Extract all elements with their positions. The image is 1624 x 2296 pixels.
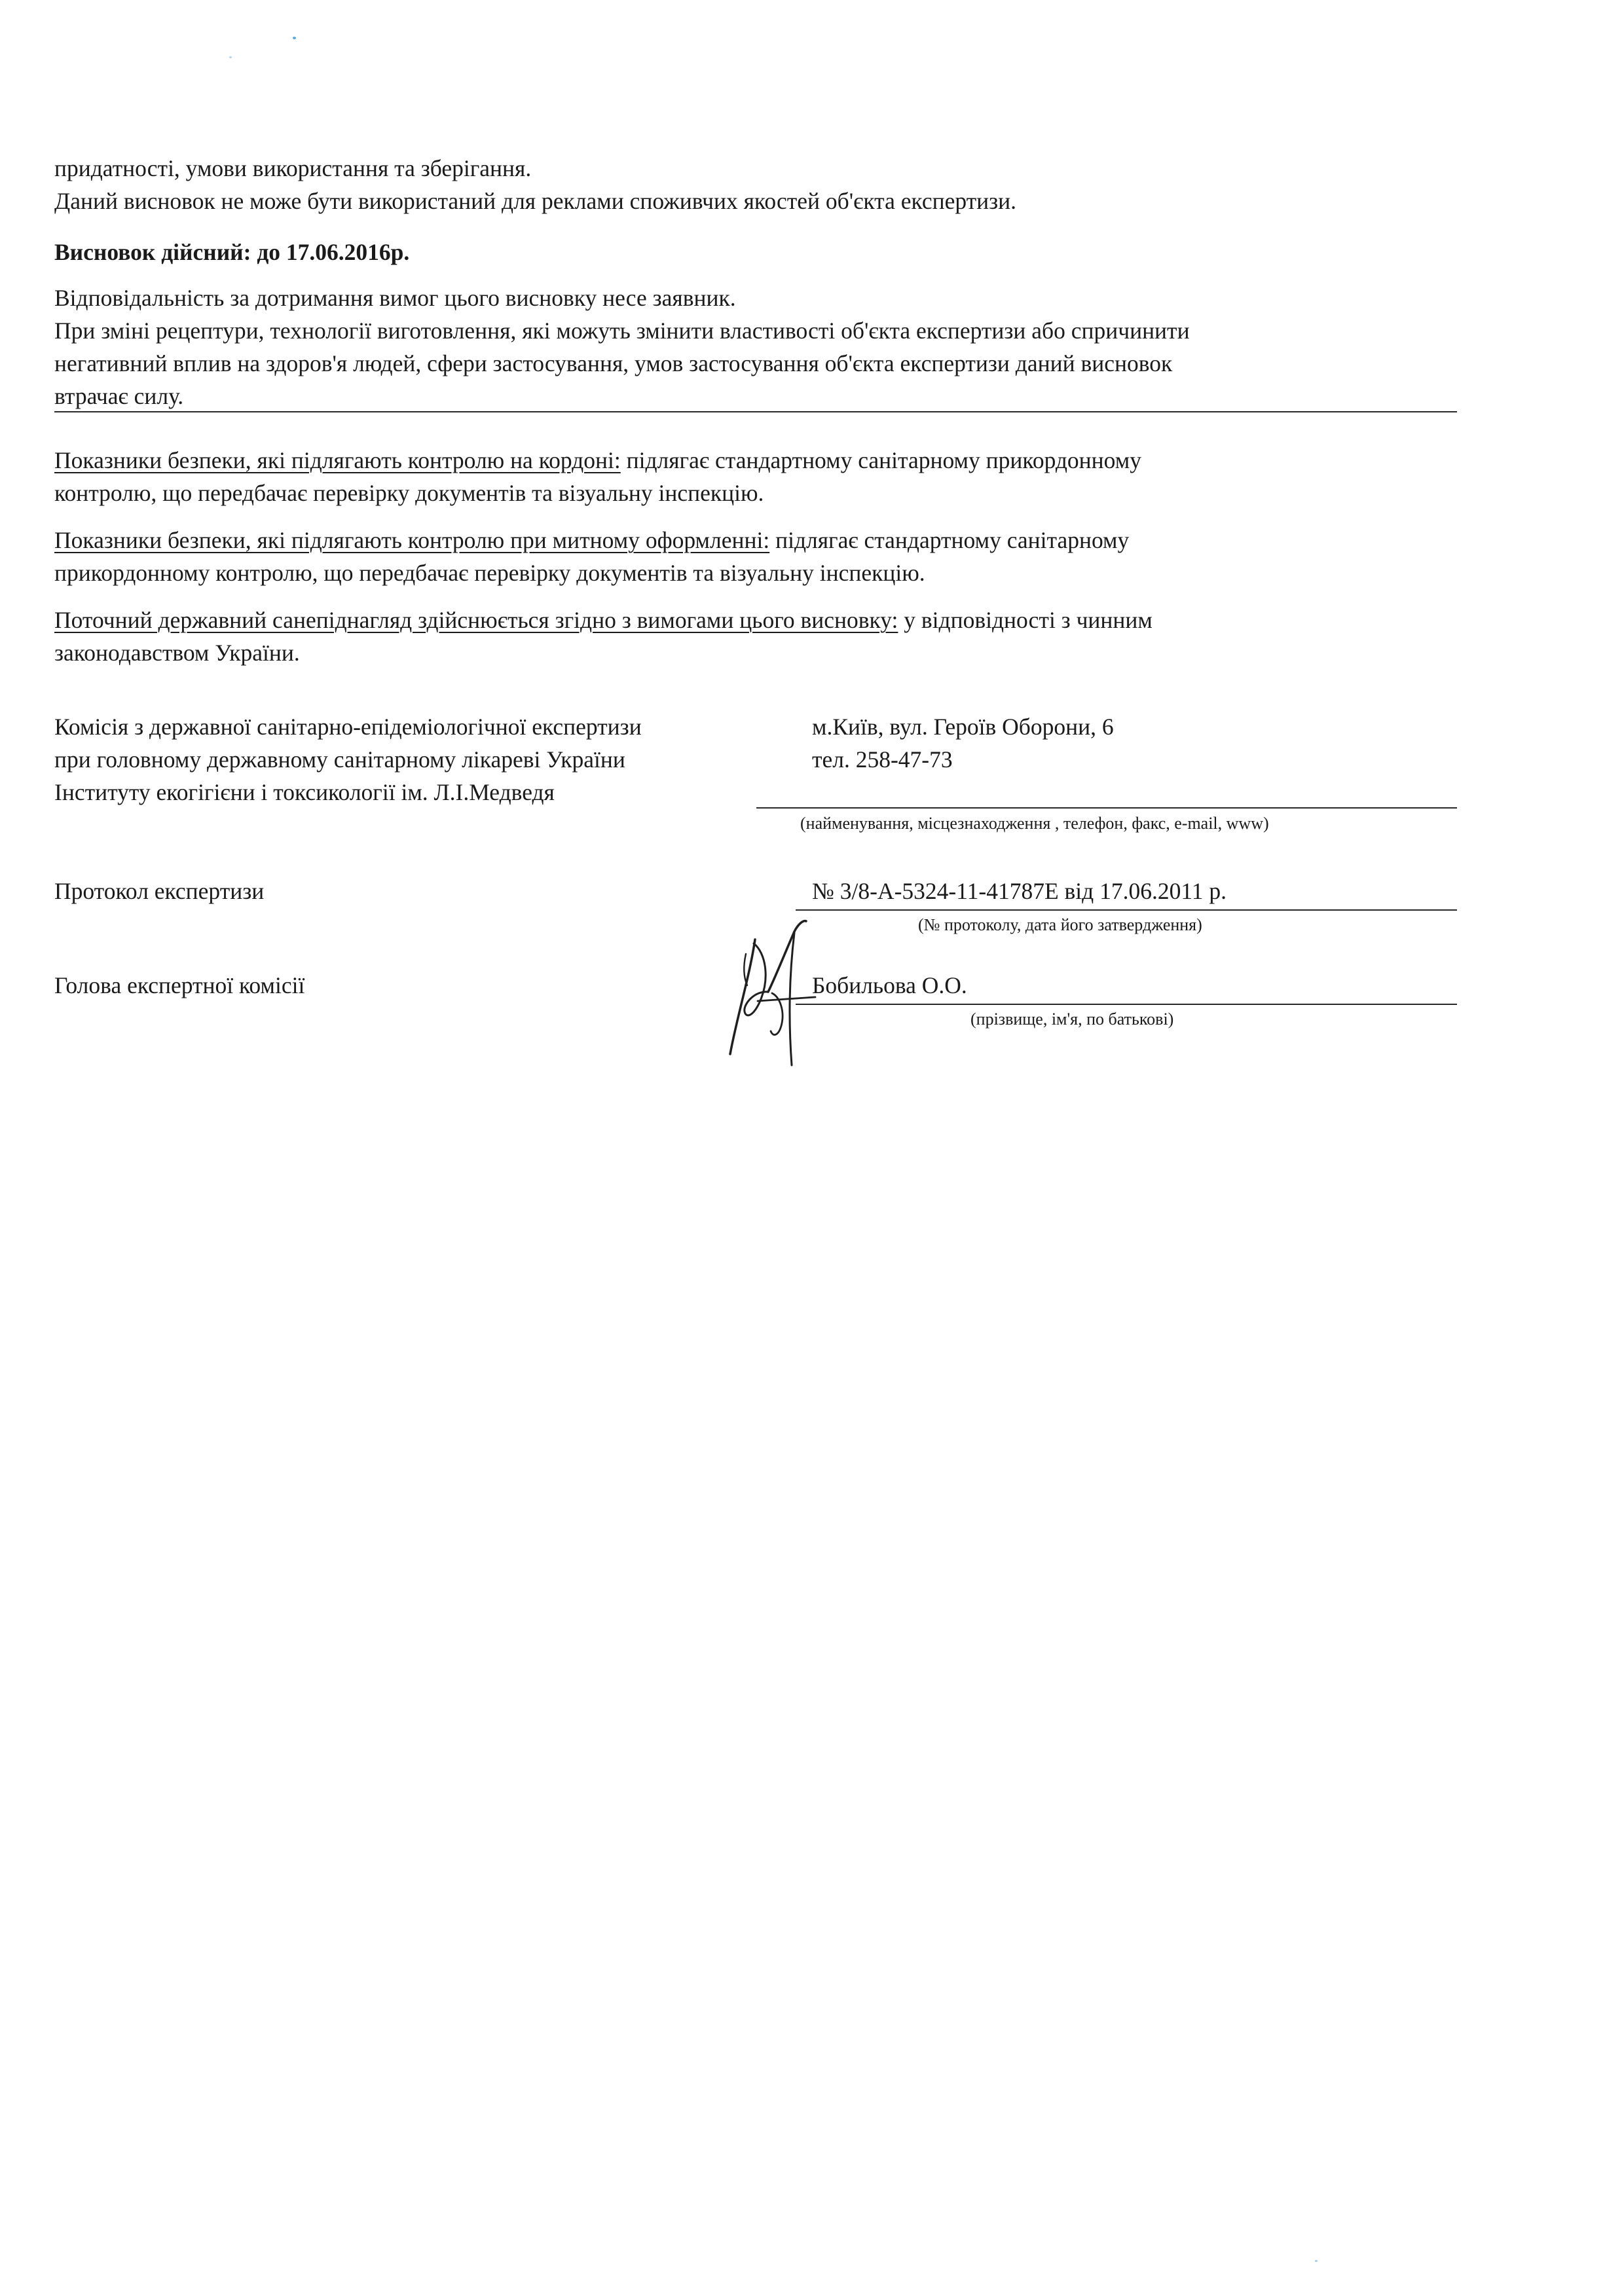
supervision-text: у відповідності з чинним bbox=[898, 607, 1153, 633]
customs-control-text: підлягає стандартному санітарному bbox=[769, 527, 1130, 553]
signature-icon bbox=[717, 913, 841, 1070]
border-control-text: контролю, що передбачає перевірку документів та візуальну інспекцію. bbox=[54, 480, 764, 506]
responsibility-line: Відповідальність за дотримання вимог цього висновку несе заявник. bbox=[54, 285, 736, 311]
responsibility-line: втрачає силу. bbox=[54, 383, 184, 409]
supervision-text: законодавством України. bbox=[54, 640, 300, 666]
responsibility-paragraph bbox=[54, 282, 1456, 412]
intro-line: придатності, умови використання та зберігання. bbox=[54, 155, 532, 181]
protocol-caption: (№ протоколу, дата його затвердження) bbox=[918, 915, 1202, 934]
scan-speck bbox=[293, 37, 296, 39]
customs-control-label: Показники безпеки, які підлягають контролю при митному оформленні: bbox=[54, 527, 770, 553]
commission-line: при головному державному санітарному лікареві України bbox=[54, 746, 625, 773]
commission-line: Комісія з державної санітарно-епідеміологічної експертизи bbox=[54, 714, 642, 740]
border-control-label: Показники безпеки, які підлягають контролю на кордоні: bbox=[54, 447, 621, 473]
intro-line: Даний висновок не може бути використаний для реклами споживчих якостей об'єкта експертизи. bbox=[54, 188, 1017, 214]
chair-name: Бобильова О.О. bbox=[812, 972, 967, 998]
validity-label: Висновок дійсний: bbox=[54, 239, 251, 265]
supervision-paragraph bbox=[54, 604, 1456, 669]
commission-underline bbox=[756, 807, 1457, 809]
commission-name bbox=[54, 710, 642, 809]
validity-statement bbox=[54, 236, 1456, 268]
chair-label: Голова експертної комісії bbox=[54, 972, 305, 998]
commission-contacts bbox=[812, 710, 1114, 776]
protocol-label: Протокол експертизи bbox=[54, 878, 265, 904]
commission-phone: тел. 258-47-73 bbox=[812, 746, 953, 773]
border-control-text: підлягає стандартному санітарному прикордонному bbox=[620, 447, 1141, 473]
scan-speck bbox=[1315, 2260, 1318, 2262]
border-control-paragraph bbox=[54, 444, 1456, 509]
commission-caption: (найменування, місцезнаходження , телефон, факс, e-mail, www) bbox=[800, 814, 1269, 833]
chair-underline bbox=[796, 1004, 1457, 1005]
commission-address: м.Київ, вул. Героїв Оборони, 6 bbox=[812, 714, 1114, 740]
commission-line: Інституту екогігієни і токсикології ім. Л.І.Медведя bbox=[54, 779, 555, 805]
supervision-label: Поточний державний санепіднагляд здійснюється згідно з вимогами цього висновку: bbox=[54, 607, 898, 633]
section-divider bbox=[54, 411, 1457, 412]
validity-value: до 17.06.2016р. bbox=[257, 239, 410, 265]
customs-control-paragraph bbox=[54, 524, 1456, 589]
scan-speck bbox=[229, 56, 232, 58]
responsibility-line: При зміні рецептури, технології виготовлення, які можуть змінити властивості об'єкта експертизи або спричинити bbox=[54, 318, 1190, 344]
protocol-underline bbox=[796, 909, 1457, 911]
chair-caption: (прізвище, ім'я, по батькові) bbox=[970, 1010, 1174, 1029]
protocol-value: № 3/8-А-5324-11-41787Е від 17.06.2011 р. bbox=[812, 878, 1227, 904]
intro-paragraph bbox=[54, 152, 1456, 217]
customs-control-text: прикордонному контролю, що передбачає перевірку документів та візуальну інспекцію. bbox=[54, 560, 925, 586]
responsibility-line: негативний вплив на здоров'я людей, сфери застосування, умов застосування об'єкта експертизи даний висновок bbox=[54, 350, 1173, 376]
